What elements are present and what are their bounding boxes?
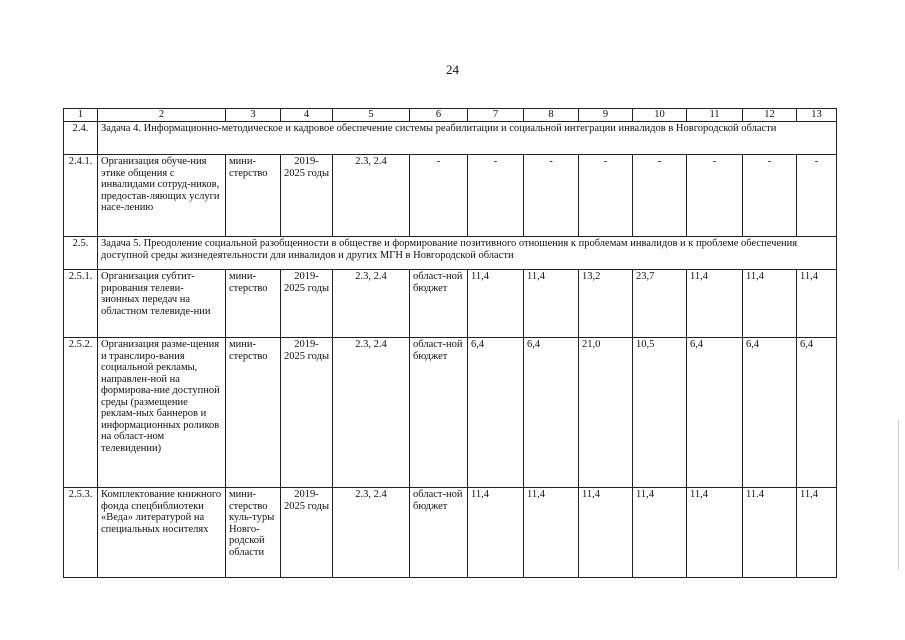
item-value: 10,5 [633, 338, 687, 488]
item-value: 11,4 [797, 488, 837, 578]
section-title: Задача 5. Преодоление социальной разобщенности в обществе и формирование позитивного отношения к проблемам инвалидов и к проблеме обеспечения доступной среды жизнедеятельности для инвалидов и других МГН в Новгородской области [98, 237, 837, 270]
item-value: - [579, 155, 633, 237]
item-value: - [687, 155, 743, 237]
header-cell: 3 [226, 109, 281, 122]
item-value: 11,4 [579, 488, 633, 578]
item-value: 11.4 [743, 488, 797, 578]
item-value: 11,4 [468, 488, 524, 578]
item-name: Организация разме-щения и транслиро-вания социальной рекламы, направлен-ной на формирова-ние доступной среды (размещение реклам-ных баннеров и информационных роликов на област-ном телевидении) [98, 338, 226, 488]
item-value: 13,2 [579, 270, 633, 338]
item-value: - [468, 155, 524, 237]
item-value: 11,4 [797, 270, 837, 338]
header-cell: 2 [98, 109, 226, 122]
item-value: 11,4 [468, 270, 524, 338]
item-value: - [743, 155, 797, 237]
item-name: Организация субтит-рирования телеви-зионных передач на областном телевиде-нии [98, 270, 226, 338]
item-value: 11,4 [524, 488, 579, 578]
item-value: 11,4 [633, 488, 687, 578]
header-row [64, 109, 837, 122]
item-source: област-ной бюджет [410, 270, 468, 338]
item-number: 2.5.1. [64, 270, 98, 338]
section-title: Задача 4. Информационно-методическое и кадровое обеспечение системы реабилитации и социальной интеграции инвалидов в Новгородской области [98, 122, 837, 155]
header-cell: 10 [633, 109, 687, 122]
table-row [64, 270, 837, 338]
item-value: - [633, 155, 687, 237]
table-row [64, 155, 837, 237]
item-value: 6,4 [797, 338, 837, 488]
item-period: 2019-2025 годы [281, 155, 333, 237]
item-value: 11,4 [687, 270, 743, 338]
program-table [63, 108, 837, 578]
item-value: 6,4 [743, 338, 797, 488]
item-number: 2.5.2. [64, 338, 98, 488]
header-cell: 11 [687, 109, 743, 122]
section-number: 2.4. [64, 122, 98, 155]
table-row [64, 338, 837, 488]
section-number: 2.5. [64, 237, 98, 270]
item-period: 2019-2025 годы [281, 488, 333, 578]
item-period: 2019-2025 годы [281, 270, 333, 338]
header-cell: 6 [410, 109, 468, 122]
item-value: 23,7 [633, 270, 687, 338]
item-name: Комплектование книжного фонда спецбиблиотеки «Веда» литературой на специальных носителях [98, 488, 226, 578]
item-targets: 2.3, 2.4 [333, 155, 410, 237]
item-value: 6,4 [687, 338, 743, 488]
item-value: 11,4 [524, 270, 579, 338]
page-number: 24 [446, 62, 459, 77]
scan-artifact [898, 420, 899, 570]
item-executor: мини-стерство [226, 155, 281, 237]
item-executor: мини-стерство [226, 338, 281, 488]
item-number: 2.5.3. [64, 488, 98, 578]
section-row [64, 237, 837, 270]
table-row [64, 488, 837, 578]
item-value: - [524, 155, 579, 237]
item-targets: 2.3, 2.4 [333, 338, 410, 488]
header-cell: 5 [333, 109, 410, 122]
header-cell: 1 [64, 109, 98, 122]
item-value: 11,4 [743, 270, 797, 338]
item-executor: мини-стерство куль-туры Новго-родской области [226, 488, 281, 578]
header-cell: 13 [797, 109, 837, 122]
item-executor: мини-стерство [226, 270, 281, 338]
header-cell: 9 [579, 109, 633, 122]
item-value: 6,4 [524, 338, 579, 488]
section-row [64, 122, 837, 155]
header-cell: 7 [468, 109, 524, 122]
header-cell: 4 [281, 109, 333, 122]
item-targets: 2.3, 2.4 [333, 270, 410, 338]
item-source: област-ной бюджет [410, 338, 468, 488]
header-cell: 8 [524, 109, 579, 122]
item-value: 21,0 [579, 338, 633, 488]
item-value: - [797, 155, 837, 237]
item-targets: 2.3, 2.4 [333, 488, 410, 578]
header-cell: 12 [743, 109, 797, 122]
item-source: - [410, 155, 468, 237]
item-period: 2019-2025 годы [281, 338, 333, 488]
item-number: 2.4.1. [64, 155, 98, 237]
item-value: 11,4 [687, 488, 743, 578]
item-source: област-ной бюджет [410, 488, 468, 578]
item-value: 6,4 [468, 338, 524, 488]
item-name: Организация обуче-ния этике общения с инвалидами сотруд-ников, предостав-ляющих услуги насе-лению [98, 155, 226, 237]
